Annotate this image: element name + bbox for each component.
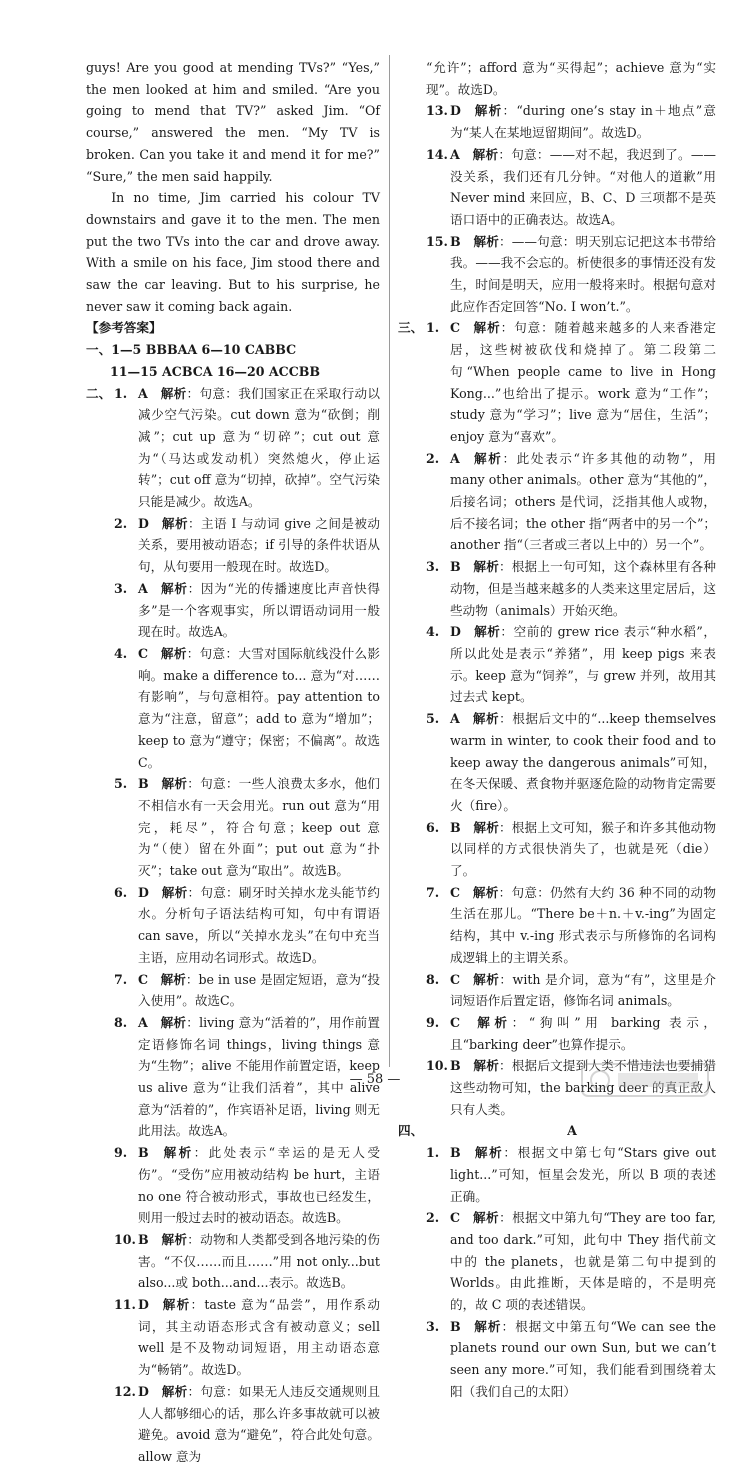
explanation-item	[398, 144, 716, 231]
explanation-item	[86, 773, 380, 882]
item-answer: D	[138, 515, 149, 531]
section-number	[86, 513, 114, 578]
explanation-item	[398, 882, 716, 969]
item-answer: B	[450, 1145, 461, 1161]
section-number	[398, 969, 426, 1012]
explanation-item	[86, 1142, 380, 1229]
item-number: 1.	[426, 320, 440, 336]
analysis-label: 解析	[473, 1318, 502, 1334]
item-answer: C	[138, 971, 149, 987]
item-body	[138, 1381, 380, 1468]
item-body	[138, 643, 380, 773]
item-body	[450, 1207, 716, 1316]
analysis-label: 解析	[161, 884, 188, 900]
item-answer: D	[138, 884, 149, 900]
explanation-item	[398, 1012, 716, 1055]
answer-heading: 【参考答案】	[86, 320, 162, 336]
analysis-label: 解析	[161, 515, 188, 531]
item-answer: B	[138, 1145, 149, 1161]
analysis-label: 解析	[473, 1058, 499, 1074]
item-number: 9.	[426, 1014, 440, 1030]
item-answer: D	[138, 1383, 149, 1399]
explanation-item	[86, 1381, 380, 1468]
analysis-label: 解析	[472, 1210, 500, 1226]
item-answer: B	[138, 776, 149, 792]
indent-spacer	[398, 1316, 426, 1403]
item-number: 9.	[114, 1145, 128, 1161]
analysis-label: 解析	[472, 1014, 512, 1030]
analysis-label: 解析	[473, 103, 503, 119]
item-number: 13.	[426, 103, 448, 119]
explanation-item	[398, 1142, 716, 1207]
explanation-list	[86, 383, 380, 1468]
section-number	[398, 882, 426, 969]
item-body	[138, 773, 380, 882]
section-number	[398, 100, 426, 143]
analysis-label: 解析	[160, 645, 187, 661]
item-text: ：with 是介词，意为“有”，这里是介词短语作后置定语，修饰名词 animals。	[450, 971, 717, 1009]
analysis-label: 解析	[160, 580, 188, 596]
analysis-label: 解析	[161, 1145, 194, 1161]
item-answer: B	[450, 559, 461, 575]
item-number: 5.	[426, 711, 440, 727]
item-text: ：句意：一些人浪费太多水，他们不相信水有一天会用光。run out 意为“用完，耗尽”，符合句意；keep out 意为“（使）留在外面”；put out 意为“扑灭”；take out 意为“取出”。故选B。	[138, 776, 381, 879]
section-number: 三、	[398, 320, 424, 336]
column-divider	[389, 55, 390, 1067]
section-number	[398, 144, 426, 231]
item-text: ：be in use 是固定短语，意为“投入使用”。故选C。	[138, 971, 380, 1009]
right-column	[398, 57, 716, 1403]
item-number: 12.	[114, 1383, 136, 1399]
explanation-item	[398, 817, 716, 882]
item-answer: C	[450, 1210, 461, 1226]
analysis-label: 解析	[473, 624, 501, 640]
item-body	[138, 513, 380, 578]
analysis-label: 解析	[473, 1145, 504, 1161]
analysis-label: 解析	[472, 971, 500, 987]
item-text: ：——句意：明天别忘记把这本书带给我。——我不会忘的。析使很多的事情还没有发生，时间是明天，应用一般将来时。根据句意对此应作否定回答“No. I won’t.”。	[450, 233, 717, 314]
explanation-item	[398, 556, 716, 621]
analysis-label: 解析	[161, 776, 188, 792]
item-body	[450, 231, 716, 318]
analysis-label: 解析	[472, 711, 500, 727]
explanation-item	[398, 1207, 716, 1316]
item-text: ：句意：大雪对国际航线没什么影响。make a difference to... 意为“对……有影响”，与句意相符。pay attention to 意为“注意，留意”；add to 意为“增加”；keep to 意为“遵守；保密；不偏离”。故选C。	[138, 645, 381, 770]
item-number: 10.	[426, 1058, 448, 1074]
item-body	[450, 882, 716, 969]
item-text: ：根据文中第七句“Stars give out light...”可知，恒星会发光，所以 B 项的表述正确。	[450, 1145, 717, 1204]
item-text: ：根据上文可知，猴子和许多其他动物以同样的方式很快消失了，也就是死（die）了。	[450, 819, 717, 879]
item-body	[450, 1316, 716, 1403]
explanation-item	[86, 1294, 380, 1381]
item-text: ：根据后文提到人类不惜违法也要捕猎这些动物可知，the barking deer 的真正敌人只有人类。	[450, 1058, 717, 1117]
analysis-label: 解析	[161, 1383, 188, 1399]
item-body	[450, 817, 716, 882]
item-number: 14.	[426, 146, 448, 162]
passage-paragraph: guys! Are you good at mending TVs?” “Yes,” the men looked at him and smiled. “Are you going to mend that TV?” asked Jim. “Of course,” answered the men. “My TV is broken. Can you take it and mend it for me?” “Sure,” the men said happily.	[86, 60, 380, 184]
watermark-logo	[580, 1060, 710, 1100]
page-number: — 58 —	[349, 1072, 401, 1087]
item-text: ：主语 I 与动词 give 之间是被动关系，要用被动语态；if 引导的条件状语从句，从句要用一般现在时。故选D。	[138, 515, 380, 575]
explanation-item	[86, 969, 380, 1012]
item-number: 4.	[426, 624, 440, 640]
explanation-item	[398, 231, 716, 318]
item-answer: B	[450, 1058, 461, 1074]
indent-spacer	[398, 1142, 426, 1207]
item-number: 6.	[426, 819, 440, 835]
section-number	[398, 231, 426, 318]
item-answer: B	[450, 1318, 461, 1334]
explanation-item	[398, 317, 716, 447]
item-body	[138, 578, 380, 643]
item-answer: A	[138, 385, 148, 401]
item-number: 6.	[114, 884, 128, 900]
analysis-label: 解析	[473, 819, 499, 835]
item-number: 11.	[114, 1297, 136, 1313]
item-text: ：根据文中第五句“We can see the planets round our own Sun, but we can’t seen any more.”可知，我们能看到围绕着太阳（我们自己的太阳）	[450, 1318, 717, 1399]
item-body	[138, 1294, 380, 1381]
analysis-label: 解析	[472, 884, 499, 900]
item-answer: A	[450, 450, 460, 466]
item-body	[450, 969, 716, 1012]
item-text: ：句意：仍然有大约 36 种不同的动物生活在那儿。“There be＋n.＋v.-ing”为固定结构，其中 v.-ing 形式表示与所修饰的名词构成逻辑上的主谓关系。	[450, 884, 716, 965]
item-number: 2.	[426, 1210, 440, 1226]
analysis-label: 解析	[160, 385, 187, 401]
item-answer: C	[450, 1014, 461, 1030]
item-number: 4.	[114, 645, 128, 661]
item-answer: D	[450, 103, 461, 119]
item-answer: C	[450, 971, 461, 987]
item-body	[450, 621, 716, 708]
analysis-label: 解析	[160, 971, 186, 987]
item-body	[450, 1142, 716, 1207]
item-text: ：句意：随着越来越多的人来香港定居，这些树被砍伐和烧掉了。第二段第二句“When people came to live in Hong Kong...”也给出了提示。work 意为“工作”；study 意为“学习”；live 意为“居住，生活”；enjoy 意为“喜欢”。	[450, 320, 717, 444]
section-number	[398, 1012, 426, 1055]
passage-paragraph: In no time, Jim carried his colour TV downstairs and gave it to the men. The men put the two TVs into the car and drove away. With a smile on his face, Jim stood there and saw the car leaving. But to his surprise, he never saw it coming back again.	[86, 190, 380, 314]
item-text: ：句意：刷牙时关掉水龙头能节约水。分析句子语法结构可知，句中有谓语 can save，所以“关掉水龙头”在句中充当主语，应用动名词形式。故选D。	[138, 884, 381, 965]
item-number: 7.	[114, 971, 128, 987]
item-number: 3.	[114, 580, 128, 596]
passage-letter: A	[567, 1123, 577, 1139]
item-text: ：“during one’s stay in＋地点”意为“某人在某地逗留期间”。故选D。	[450, 103, 717, 141]
explanation-item	[398, 621, 716, 708]
analysis-label: 解析	[472, 320, 501, 336]
explanation-item	[398, 100, 716, 143]
item-answer: C	[138, 645, 149, 661]
item-answer: A	[450, 711, 460, 727]
item-body	[450, 1012, 716, 1055]
item-body	[138, 383, 380, 513]
left-column	[86, 57, 380, 1468]
item-answer: B	[138, 1231, 149, 1247]
section-number	[86, 1142, 114, 1229]
section-number	[86, 969, 114, 1012]
item-answer: A	[450, 146, 460, 162]
item-answer: D	[450, 624, 461, 640]
explanation-item	[398, 448, 716, 557]
analysis-label: 解析	[160, 1014, 187, 1030]
item-answer: A	[138, 1014, 148, 1030]
section-number	[86, 643, 114, 773]
explanation-item	[398, 708, 716, 817]
item-number: 8.	[426, 971, 440, 987]
item-answer: C	[450, 884, 461, 900]
analysis-label: 解析	[473, 559, 499, 575]
item-answer: B	[450, 819, 461, 835]
item-body	[138, 1142, 380, 1229]
item-number: 3.	[426, 559, 440, 575]
item-answer: B	[450, 233, 461, 249]
section-number	[398, 621, 426, 708]
item-number: 5.	[114, 776, 128, 792]
item-text: ：taste 意为“品尝”，用作系动词，其主动语态形式含有被动意义；sell well 是不及物动词短语，用主动语态意为“畅销”。故选D。	[138, 1297, 381, 1378]
section-number	[86, 882, 114, 969]
explanation-item	[86, 383, 380, 513]
explanation-item	[86, 1229, 380, 1294]
item-body	[138, 969, 380, 1012]
analysis-label: 解析	[473, 233, 500, 249]
item-text: ：动物和人类都受到各地污染的伤害。“不仅……而且……”用 not only...but also...或 both...and...表示。故选B。	[138, 1231, 381, 1291]
section-number	[398, 817, 426, 882]
item-answer: D	[138, 1297, 149, 1313]
item-number: 3.	[426, 1318, 440, 1334]
explanation-list	[398, 1142, 716, 1402]
answer-line: 一、1—5 BBBAA 6—10 CABBC	[86, 342, 297, 358]
item-body	[450, 100, 716, 143]
item-number: 2.	[114, 515, 128, 531]
explanation-item	[86, 882, 380, 969]
item-text: ：根据后文中的“...keep themselves warm in winter, to cook their food and to keep away the dangerous animals”可知，在冬天保暖、煮食物并驱逐危险的动物肯定需要火（fire）。	[450, 711, 717, 813]
item-body	[450, 317, 716, 447]
section-number	[86, 1229, 114, 1294]
item-body	[450, 556, 716, 621]
item-number: 10.	[114, 1231, 136, 1247]
item-body	[138, 1229, 380, 1294]
analysis-label: 解析	[472, 146, 499, 162]
item-text: ：根据上一句可知，这个森林里有各种动物，但是当越来越多的人类来这里定居后，这些动物（animals）开始灭绝。	[450, 559, 717, 618]
answer-line: 11—15 ACBCA 16—20 ACCBB	[110, 363, 321, 379]
indent-spacer	[398, 1207, 426, 1316]
item-text: ：句意：——对不起，我迟到了。——没关系，我们还有几分钟。“对他人的道歉”用 Never mind 来回应，B、C、D 三项都不是英语口语中的正确表达。故选A。	[450, 146, 717, 227]
explanation-item	[398, 1316, 716, 1403]
item-number: 7.	[426, 884, 440, 900]
item-text: ：“狗叫”用 barking 表示，且“barking deer”也算作提示。	[450, 1014, 716, 1052]
item-number: 15.	[426, 233, 448, 249]
section-number	[86, 1294, 114, 1381]
item-number: 1.	[114, 385, 128, 401]
item-text: ：因为“光的传播速度比声音快得多”是一个客观事实，所以谓语动词用一般现在时。故选A。	[138, 580, 380, 640]
item-answer: C	[450, 320, 461, 336]
section-number	[398, 448, 426, 557]
section-number: 二、	[86, 385, 112, 401]
explanation-item	[86, 578, 380, 643]
item-text: ：句意：如果无人违反交通规则且人人都够细心的话，那么许多事故就可以被避免。avoid 意为“避免”，符合此处句意。allow 意为	[138, 1383, 381, 1464]
item-text: ：此处表示“幸运的是无人受伤”。“受伤”应用被动结构 be hurt，主语 no one 符合被动形式，事故也已经发生，则用一般过去时的被动语态。故选B。	[138, 1145, 380, 1226]
analysis-label: 解析	[472, 450, 503, 466]
section-number	[86, 1381, 114, 1468]
item-number: 1.	[426, 1145, 440, 1161]
continued-explanation: “允许”；afford 意为“买得起”；achieve 意为“实现”。故选D。	[426, 60, 716, 97]
item-text: ：此处表示“许多其他的动物”，用 many other animals。other 意为“其他的”，后接名词；others 是代词，泛指其他人或物，后不接名词；the other 指“两者中的另一个”；another 指“（三者或三者以上中的）另一个”。	[450, 450, 716, 553]
item-text: ：living 意为“活着的”，用作前置定语修饰名词 things，living things 意为“生物”；alive 不能用作前置定语，keep us alive 意为“让我们活着”，其中 alive 意为“活着的”，作宾语补足语，living 则无此用法。故选A。	[138, 1014, 380, 1139]
analysis-label: 解析	[161, 1231, 188, 1247]
item-text: ：根据文中第九句“They are too far, and too dark.”可知，此句中 They 指代前文中的 the planets，也就是第二句中提到的 Worlds。由此推断，天体是暗的，不是明亮的，故 C 项的表述错误。	[450, 1210, 716, 1313]
item-body	[138, 882, 380, 969]
section-number	[398, 708, 426, 817]
section-number	[86, 773, 114, 882]
section-number	[398, 556, 426, 621]
item-body	[450, 708, 716, 817]
item-answer: A	[138, 580, 148, 596]
item-number: 8.	[114, 1014, 128, 1030]
item-number: 2.	[426, 450, 440, 466]
item-body	[450, 448, 716, 557]
item-text: ：句意：我们国家正在采取行动以减少空气污染。cut down 意为“砍倒；削减”；cut up 意为“切碎”；cut out 意为“（马达或发动机）突然熄火，停止运转”；cut off 意为“切掉，砍掉”。空气污染只能是减少。故选A。	[138, 385, 381, 510]
explanation-list	[398, 100, 716, 1120]
explanation-item	[398, 969, 716, 1012]
item-text: ：空前的 grew rice 表示“种水稻”，所以此处是表示“养猪”，用 keep pigs 来表示。keep 意为“饲养”，与 grew 并列，故用其过去式 kept。	[450, 624, 716, 705]
section-number: 四、	[398, 1123, 424, 1139]
item-body	[450, 144, 716, 231]
analysis-label: 解析	[161, 1297, 191, 1313]
section-number	[86, 578, 114, 643]
explanation-item	[86, 643, 380, 773]
section-four-header	[398, 1120, 716, 1142]
explanation-item	[86, 513, 380, 578]
